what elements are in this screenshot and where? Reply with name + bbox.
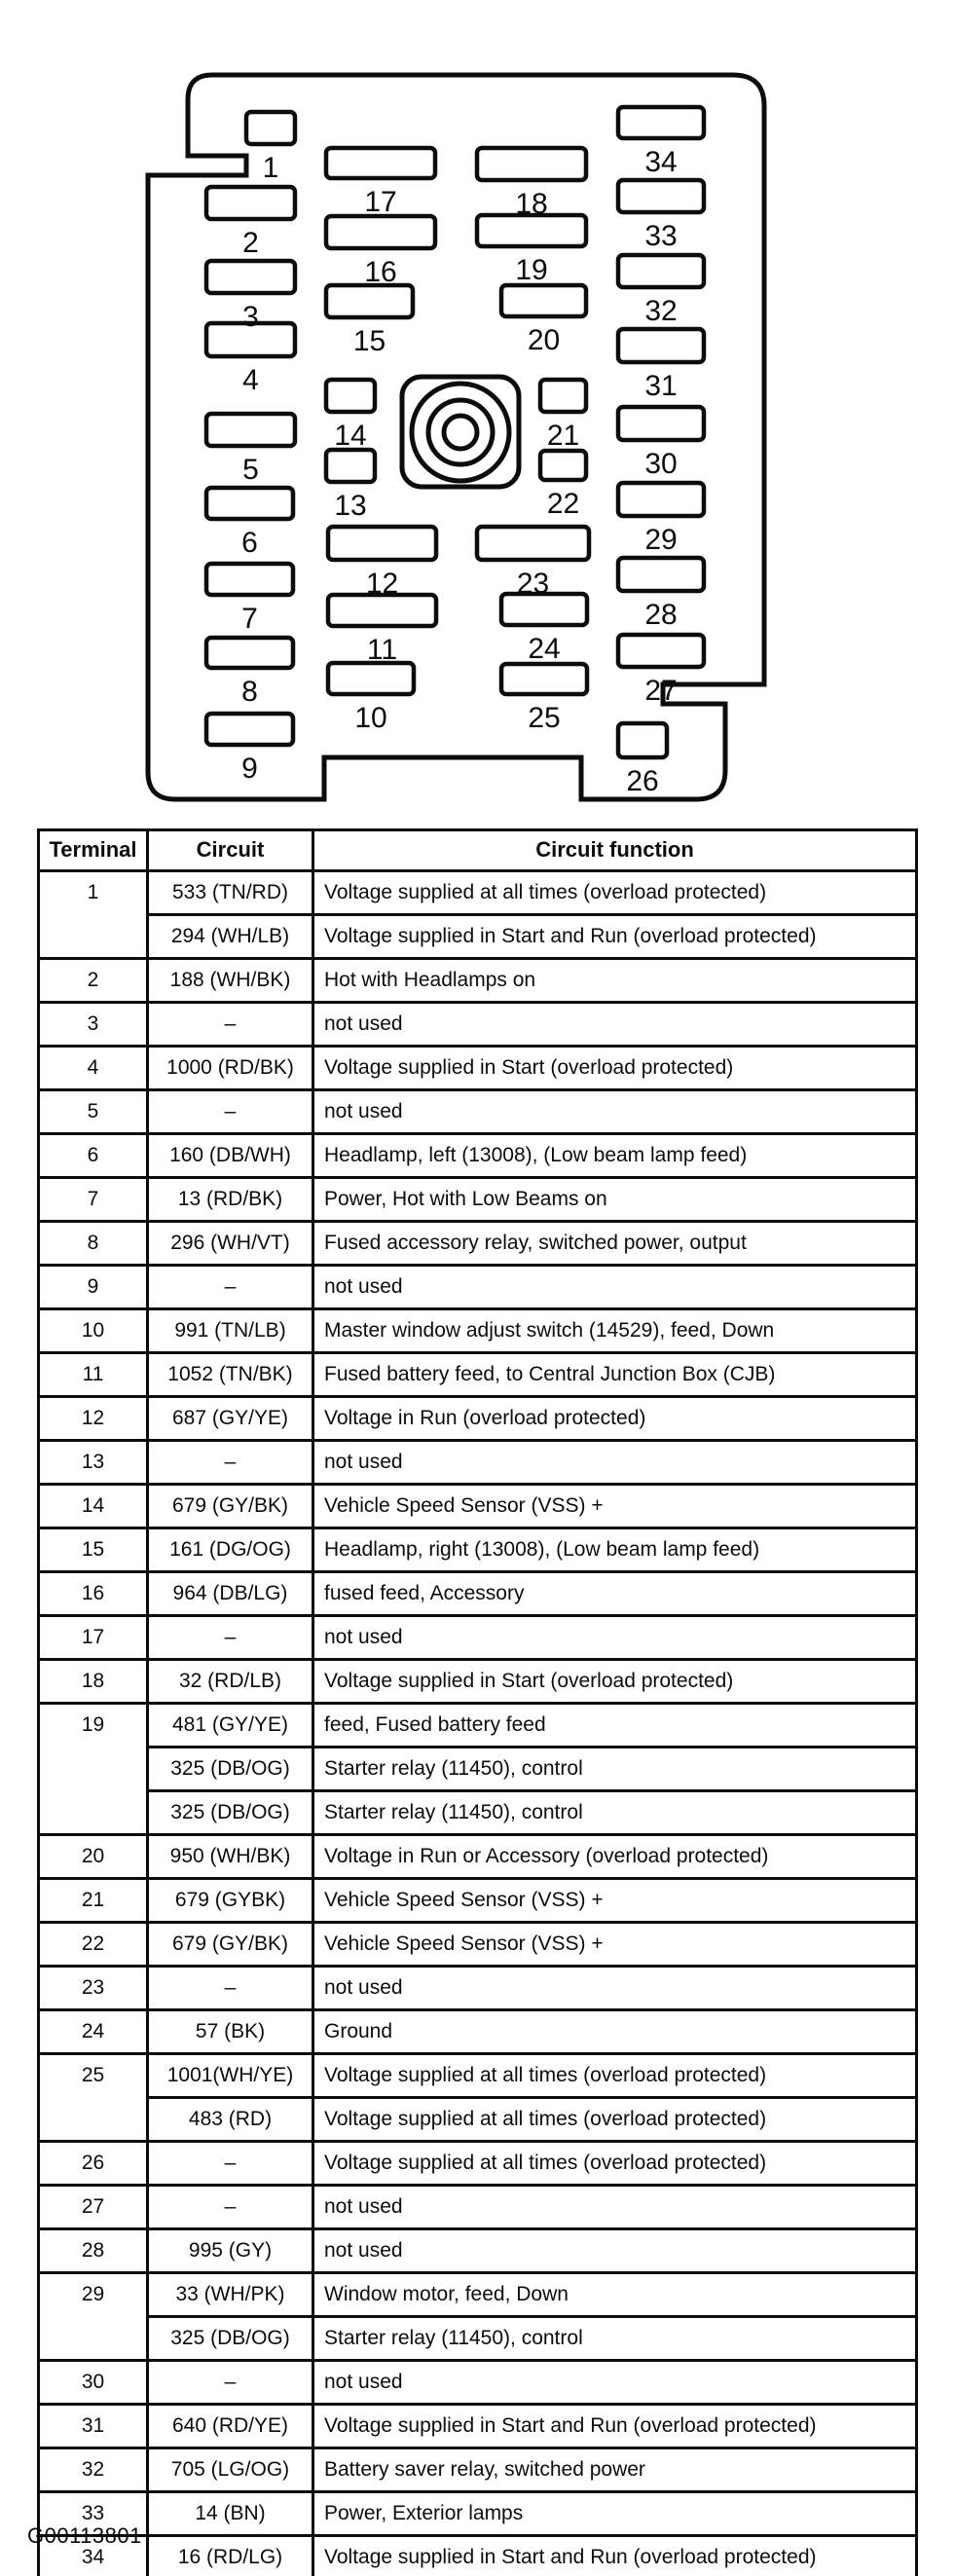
function-cell: Starter relay (11450), control: [313, 1748, 917, 1791]
terminal-cell: 7: [39, 1178, 148, 1222]
table-row-terminal-29-1: [39, 2273, 917, 2317]
circuit-cell: –: [148, 1967, 313, 2010]
function-cell: Voltage supplied in Start and Run (overload protected): [313, 2536, 917, 2576]
function-cell: not used: [313, 1090, 917, 1134]
table-row-terminal-12: [39, 1397, 917, 1441]
fuse-slot-27: [618, 635, 704, 667]
hub-group: [402, 377, 519, 487]
function-cell: Fused accessory relay, switched power, output: [313, 1222, 917, 1266]
table-row-terminal-9: [39, 1266, 917, 1309]
terminal-cell: 13: [39, 1441, 148, 1485]
fuse-slot-14: [326, 380, 375, 412]
fuse-slot-label-6: 6: [241, 527, 258, 559]
fuse-slot-label-30: 30: [644, 448, 678, 480]
table-row-terminal-7: [39, 1178, 917, 1222]
fuse-slot-label-18: 18: [515, 188, 548, 220]
fuse-slot-label-5: 5: [242, 454, 259, 486]
function-cell: Window motor, feed, Down: [313, 2273, 917, 2317]
mounting-hub-outline: [402, 377, 519, 487]
circuit-cell: 325 (DB/OG): [148, 1748, 313, 1791]
terminal-cell: 16: [39, 1572, 148, 1616]
function-cell: Voltage supplied in Start and Run (overload protected): [313, 2405, 917, 2448]
fuse-slot-10: [328, 663, 414, 694]
fuse-slot-31: [618, 329, 704, 362]
fuse-slot-28: [618, 558, 704, 591]
table-row-terminal-1-1: [39, 871, 917, 915]
circuit-cell: 1000 (RD/BK): [148, 1047, 313, 1090]
mounting-hub-ring-2: [428, 400, 493, 464]
fuse-box-connector-diagram: [0, 0, 955, 823]
fuse-slot-label-29: 29: [644, 524, 678, 556]
terminal-cell: 10: [39, 1309, 148, 1353]
fuse-slot-label-1: 1: [262, 152, 279, 184]
slot-group: [206, 107, 704, 797]
circuit-cell: 325 (DB/OG): [148, 1791, 313, 1835]
table-row-terminal-10: [39, 1309, 917, 1353]
table-row-terminal-23: [39, 1967, 917, 2010]
function-cell: Voltage in Run (overload protected): [313, 1397, 917, 1441]
circuit-cell: 1052 (TN/BK): [148, 1353, 313, 1397]
table-row-terminal-29-2: [39, 2317, 917, 2361]
fuse-slot-30: [618, 407, 704, 440]
header-terminal: Terminal: [39, 830, 148, 871]
table-row-terminal-14: [39, 1485, 917, 1528]
function-cell: Voltage supplied in Start and Run (overload protected): [313, 915, 917, 959]
table-row-terminal-26: [39, 2142, 917, 2186]
table-row-terminal-15: [39, 1528, 917, 1572]
table-row-terminal-6: [39, 1134, 917, 1178]
table-row-terminal-24: [39, 2010, 917, 2054]
fuse-slot-22: [540, 451, 586, 480]
fuse-slot-21: [540, 380, 586, 412]
table-row-terminal-3: [39, 1003, 917, 1047]
fuse-slot-13: [326, 450, 375, 482]
mounting-hub-ring-3: [444, 416, 477, 449]
fuse-slot-17: [326, 148, 435, 178]
terminal-cell: 6: [39, 1134, 148, 1178]
table-row-terminal-18: [39, 1660, 917, 1704]
table-row-terminal-25-1: [39, 2054, 917, 2098]
function-cell: not used: [313, 2229, 917, 2273]
fuse-slot-label-23: 23: [516, 568, 550, 600]
function-cell: Ground: [313, 2010, 917, 2054]
fuse-slot-label-26: 26: [626, 765, 659, 797]
fuse-slot-label-22: 22: [546, 488, 580, 520]
table-row-terminal-25-2: [39, 2098, 917, 2142]
fuse-slot-23: [477, 527, 589, 560]
terminal-cell: 24: [39, 2010, 148, 2054]
function-cell: Vehicle Speed Sensor (VSS) +: [313, 1485, 917, 1528]
circuit-cell: 991 (TN/LB): [148, 1309, 313, 1353]
terminal-cell: 4: [39, 1047, 148, 1090]
table-row-terminal-33: [39, 2492, 917, 2536]
terminal-cell: 23: [39, 1967, 148, 2010]
header-circuit-function: Circuit function: [313, 830, 917, 871]
fuse-slot-label-12: 12: [365, 568, 399, 600]
fuse-slot-34: [618, 107, 704, 138]
fuse-slot-label-15: 15: [352, 325, 386, 357]
function-cell: Voltage supplied at all times (overload protected): [313, 2098, 917, 2142]
fuse-slot-20: [501, 285, 586, 316]
function-cell: Power, Hot with Low Beams on: [313, 1178, 917, 1222]
table-header-row: [39, 830, 917, 871]
fuse-slot-32: [618, 255, 704, 287]
terminal-cell: 34: [39, 2536, 148, 2576]
fuse-slot-label-25: 25: [528, 702, 561, 734]
function-cell: Power, Exterior lamps: [313, 2492, 917, 2536]
function-cell: Headlamp, right (13008), (Low beam lamp feed): [313, 1528, 917, 1572]
table-row-terminal-19-2: [39, 1748, 917, 1791]
fuse-slot-7: [206, 564, 293, 595]
fuse-slot-label-21: 21: [546, 420, 580, 452]
function-cell: Vehicle Speed Sensor (VSS) +: [313, 1923, 917, 1967]
circuit-cell: 481 (GY/YE): [148, 1704, 313, 1748]
circuit-cell: 705 (LG/OG): [148, 2448, 313, 2492]
function-cell: feed, Fused battery feed: [313, 1704, 917, 1748]
circuit-cell: 640 (RD/YE): [148, 2405, 313, 2448]
table-body: [39, 871, 917, 2576]
terminal-cell: 17: [39, 1616, 148, 1660]
fuse-slot-2: [206, 187, 295, 219]
function-cell: Starter relay (11450), control: [313, 2317, 917, 2361]
fuse-slot-12: [328, 527, 436, 560]
fuse-slot-label-10: 10: [354, 702, 387, 734]
function-cell: not used: [313, 1967, 917, 2010]
table-row-terminal-19-3: [39, 1791, 917, 1835]
circuit-cell: –: [148, 2361, 313, 2405]
circuit-cell: 1001(WH/YE): [148, 2054, 313, 2098]
terminal-cell: 28: [39, 2229, 148, 2273]
terminal-cell: 20: [39, 1835, 148, 1879]
circuit-cell: 33 (WH/PK): [148, 2273, 313, 2317]
table-row-terminal-16: [39, 1572, 917, 1616]
circuit-cell: –: [148, 2186, 313, 2229]
circuit-cell: 995 (GY): [148, 2229, 313, 2273]
fuse-slot-25: [501, 664, 587, 694]
function-cell: Starter relay (11450), control: [313, 1791, 917, 1835]
terminal-circuit-table: [37, 828, 918, 2576]
function-cell: fused feed, Accessory: [313, 1572, 917, 1616]
table-row-terminal-1-2: [39, 915, 917, 959]
fuse-slot-6: [206, 488, 293, 519]
circuit-cell: –: [148, 1616, 313, 1660]
table-row-terminal-13: [39, 1441, 917, 1485]
terminal-cell: 5: [39, 1090, 148, 1134]
terminal-cell: 18: [39, 1660, 148, 1704]
function-cell: not used: [313, 1266, 917, 1309]
circuit-cell: 32 (RD/LB): [148, 1660, 313, 1704]
fuse-slot-label-14: 14: [334, 420, 367, 452]
circuit-cell: 533 (TN/RD): [148, 871, 313, 915]
terminal-cell: 32: [39, 2448, 148, 2492]
terminal-cell: 25: [39, 2054, 148, 2142]
function-cell: Voltage supplied in Start (overload protected): [313, 1660, 917, 1704]
circuit-cell: 188 (WH/BK): [148, 959, 313, 1003]
terminal-cell: 26: [39, 2142, 148, 2186]
terminal-cell: 27: [39, 2186, 148, 2229]
circuit-cell: 483 (RD): [148, 2098, 313, 2142]
table-row-terminal-21: [39, 1879, 917, 1923]
fuse-slot-15: [326, 285, 413, 317]
fuse-slot-label-17: 17: [364, 186, 397, 218]
circuit-cell: 296 (WH/VT): [148, 1222, 313, 1266]
terminal-cell: 22: [39, 1923, 148, 1967]
header-circuit: Circuit: [148, 830, 313, 871]
function-cell: Voltage supplied at all times (overload protected): [313, 871, 917, 915]
figure-id: G00113801: [27, 2523, 142, 2548]
function-cell: not used: [313, 1003, 917, 1047]
circuit-cell: 14 (BN): [148, 2492, 313, 2536]
fuse-slot-label-27: 27: [644, 675, 678, 707]
terminal-cell: 31: [39, 2405, 148, 2448]
terminal-cell: 15: [39, 1528, 148, 1572]
fuse-slot-26: [618, 723, 667, 757]
function-cell: Hot with Headlamps on: [313, 959, 917, 1003]
table-row-terminal-28: [39, 2229, 917, 2273]
circuit-cell: 294 (WH/LB): [148, 915, 313, 959]
circuit-cell: 687 (GY/YE): [148, 1397, 313, 1441]
terminal-cell: 8: [39, 1222, 148, 1266]
function-cell: not used: [313, 2186, 917, 2229]
table-row-terminal-30: [39, 2361, 917, 2405]
circuit-cell: –: [148, 1441, 313, 1485]
fuse-slot-label-2: 2: [242, 227, 259, 259]
terminal-cell: 14: [39, 1485, 148, 1528]
function-cell: not used: [313, 2361, 917, 2405]
table-row-terminal-22: [39, 1923, 917, 1967]
fuse-slot-29: [618, 483, 704, 516]
fuse-slot-label-34: 34: [644, 146, 678, 178]
circuit-cell: 13 (RD/BK): [148, 1178, 313, 1222]
table-row-terminal-32: [39, 2448, 917, 2492]
terminal-cell: 2: [39, 959, 148, 1003]
function-cell: Voltage supplied at all times (overload protected): [313, 2054, 917, 2098]
circuit-cell: 679 (GYBK): [148, 1879, 313, 1923]
table-row-terminal-4: [39, 1047, 917, 1090]
fuse-slot-5: [206, 414, 295, 446]
fuse-slot-label-24: 24: [528, 633, 561, 665]
function-cell: Master window adjust switch (14529), feed, Down: [313, 1309, 917, 1353]
fuse-slot-label-13: 13: [334, 490, 367, 522]
circuit-cell: –: [148, 2142, 313, 2186]
fuse-slot-label-7: 7: [241, 603, 258, 635]
table-row-terminal-5: [39, 1090, 917, 1134]
function-cell: not used: [313, 1616, 917, 1660]
circuit-cell: 57 (BK): [148, 2010, 313, 2054]
circuit-cell: 679 (GY/BK): [148, 1485, 313, 1528]
function-cell: Battery saver relay, switched power: [313, 2448, 917, 2492]
circuit-cell: 679 (GY/BK): [148, 1923, 313, 1967]
circuit-cell: 161 (DG/OG): [148, 1528, 313, 1572]
terminal-cell: 1: [39, 871, 148, 959]
terminal-cell: 19: [39, 1704, 148, 1835]
table-row-terminal-11: [39, 1353, 917, 1397]
table-row-terminal-2: [39, 959, 917, 1003]
terminal-cell: 12: [39, 1397, 148, 1441]
fuse-slot-label-33: 33: [644, 220, 678, 252]
table-row-terminal-31: [39, 2405, 917, 2448]
fuse-slot-label-20: 20: [527, 324, 561, 356]
fuse-slot-3: [206, 261, 295, 293]
terminal-cell: 9: [39, 1266, 148, 1309]
fuse-slot-33: [618, 180, 704, 212]
terminal-cell: 11: [39, 1353, 148, 1397]
fuse-slot-18: [477, 148, 586, 180]
circuit-cell: –: [148, 1003, 313, 1047]
fuse-slot-1: [246, 112, 295, 144]
circuit-cell: 16 (RD/LG): [148, 2536, 313, 2576]
fuse-slot-9: [206, 714, 293, 745]
terminal-cell: 3: [39, 1003, 148, 1047]
fuse-slot-label-8: 8: [241, 676, 258, 708]
table-row-terminal-20: [39, 1835, 917, 1879]
table-row-terminal-8: [39, 1222, 917, 1266]
circuit-cell: 964 (DB/LG): [148, 1572, 313, 1616]
table-row-terminal-27: [39, 2186, 917, 2229]
function-cell: Voltage supplied in Start (overload protected): [313, 1047, 917, 1090]
function-cell: Headlamp, left (13008), (Low beam lamp feed): [313, 1134, 917, 1178]
circuit-cell: 325 (DB/OG): [148, 2317, 313, 2361]
fuse-slot-label-31: 31: [644, 370, 678, 402]
table-row-terminal-34: [39, 2536, 917, 2576]
fuse-slot-16: [326, 216, 435, 248]
fuse-slot-label-9: 9: [241, 753, 258, 785]
fuse-slot-label-3: 3: [242, 301, 259, 333]
circuit-cell: –: [148, 1266, 313, 1309]
fuse-slot-8: [206, 638, 293, 668]
fuse-slot-label-4: 4: [242, 364, 259, 396]
fuse-slot-label-28: 28: [644, 599, 678, 631]
fuse-slot-label-19: 19: [515, 254, 548, 286]
circuit-cell: 160 (DB/WH): [148, 1134, 313, 1178]
circuit-cell: –: [148, 1090, 313, 1134]
function-cell: Voltage supplied at all times (overload protected): [313, 2142, 917, 2186]
function-cell: Voltage in Run or Accessory (overload protected): [313, 1835, 917, 1879]
function-cell: not used: [313, 1441, 917, 1485]
table-row-terminal-17: [39, 1616, 917, 1660]
fuse-slot-label-16: 16: [364, 256, 397, 288]
terminal-cell: 33: [39, 2492, 148, 2536]
function-cell: Vehicle Speed Sensor (VSS) +: [313, 1879, 917, 1923]
fuse-slot-label-32: 32: [644, 295, 678, 327]
function-cell: Fused battery feed, to Central Junction Box (CJB): [313, 1353, 917, 1397]
circuit-cell: 950 (WH/BK): [148, 1835, 313, 1879]
terminal-cell: 29: [39, 2273, 148, 2361]
fuse-slot-label-11: 11: [366, 634, 398, 666]
terminal-cell: 30: [39, 2361, 148, 2405]
table-row-terminal-19-1: [39, 1704, 917, 1748]
terminal-cell: 21: [39, 1879, 148, 1923]
